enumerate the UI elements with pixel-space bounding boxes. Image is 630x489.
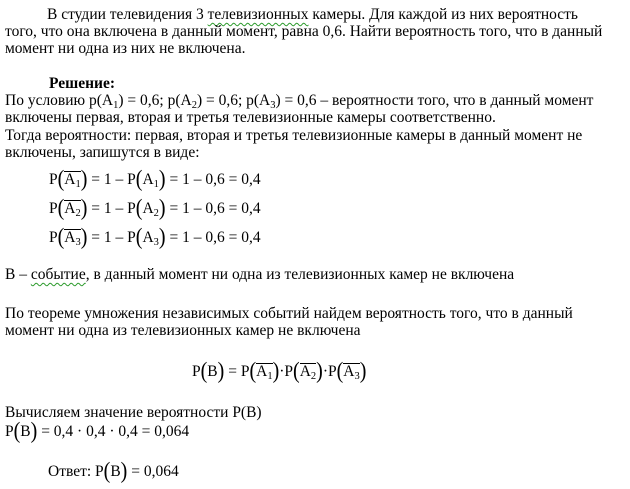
formula-complement-1: [49, 168, 261, 191]
subscript: 1: [267, 371, 273, 382]
subscript: 3: [153, 237, 159, 248]
text: A: [64, 229, 76, 246]
text: P: [49, 171, 58, 188]
answer-value: = 0,064: [131, 463, 179, 480]
text: = 0,4: [228, 200, 261, 217]
theorem-line-1: По теореме умножения независимых событий найдем вероятность того, что в данный: [5, 305, 573, 322]
calc-heading: Вычисляем значение вероятности P(B): [5, 404, 262, 421]
paren: (: [57, 224, 65, 250]
text: P: [95, 463, 104, 480]
event-definition: [5, 266, 514, 283]
paren: (: [200, 358, 208, 384]
text: P: [5, 423, 14, 440]
problem-line-2: того, что она включена в данный момент, равна 0,6. Найти вероятность того, что в данный: [5, 23, 603, 40]
theorem-line-2: момент ни одна из телевизионных камер не включена: [5, 322, 361, 339]
condition-line-2: включены первая, вторая и третья телевизионные камеры соответственно.: [5, 109, 496, 126]
text: ) = 0,6; p(A: [196, 92, 271, 109]
condition-line-1: [5, 92, 593, 109]
text: = 0,4 · 0,4 · 0,4: [41, 423, 138, 440]
paren: (: [103, 458, 111, 484]
text: P: [49, 200, 58, 217]
overline-event: [64, 171, 81, 190]
paren: ): [316, 358, 323, 384]
overline-event: [64, 229, 81, 248]
subscript: 1: [113, 100, 119, 111]
answer-label: Ответ:: [48, 463, 92, 480]
text: = 1 – 0,6: [169, 200, 225, 217]
text: B: [110, 463, 121, 480]
subscript: 3: [354, 371, 360, 382]
subscript: 3: [270, 100, 276, 111]
text: = 0,064: [141, 423, 190, 440]
paren: ): [272, 358, 280, 384]
paren: (: [249, 358, 257, 384]
subscript: 2: [153, 208, 159, 219]
text: В –: [5, 266, 31, 283]
overline-event: [299, 363, 317, 382]
subscript: 2: [191, 100, 197, 111]
problem-line-1: [47, 6, 578, 23]
paren: (: [57, 166, 65, 192]
subscript: 2: [75, 208, 81, 219]
paren: ): [217, 358, 225, 384]
paren: ): [120, 458, 128, 484]
text: A: [142, 171, 154, 188]
then-line-1: Тогда вероятности: первая, вторая и третья телевизионные камеры в данный момент не: [5, 127, 583, 144]
text: ·: [322, 363, 328, 380]
text: = 1 – P: [91, 200, 136, 217]
text: =: [228, 363, 237, 380]
formula-product: [192, 360, 366, 383]
paren: ): [80, 195, 88, 221]
paren: ): [158, 224, 166, 250]
answer: [48, 460, 179, 483]
text: P: [240, 363, 250, 380]
overline-event: [343, 363, 360, 382]
text: ) = 0,6 – вероятности того, что в данный момент: [275, 92, 594, 109]
text: A: [343, 363, 355, 380]
paren: ): [158, 166, 166, 192]
overline-event: [64, 200, 81, 219]
subscript: 3: [75, 237, 81, 248]
overline-event: [256, 363, 273, 382]
text: P: [328, 363, 337, 380]
text: По условию p(A: [5, 92, 114, 109]
solution-heading: Решение:: [49, 75, 116, 92]
paren: (: [135, 224, 143, 250]
paren: ): [359, 358, 367, 384]
problem-text: камеры. Для каждой из них вероятность: [308, 6, 579, 23]
text: = 1 – P: [91, 229, 136, 246]
paren: ): [80, 166, 88, 192]
subscript: 1: [153, 179, 159, 190]
formula-calc: [5, 420, 189, 443]
paren: ): [158, 195, 166, 221]
subscript: 1: [75, 179, 81, 190]
text: B: [20, 423, 31, 440]
problem-text: В студии телевидения 3: [47, 6, 208, 23]
text: = 1 – 0,6: [169, 229, 225, 246]
paren: (: [293, 358, 300, 384]
text: = 1 – 0,6: [169, 171, 225, 188]
text: P: [49, 229, 58, 246]
text: B: [207, 363, 218, 380]
paren: (: [135, 195, 143, 221]
text: P: [284, 363, 294, 380]
paren: (: [13, 418, 21, 444]
text: P: [192, 363, 201, 380]
paren: ): [30, 418, 38, 444]
then-line-2: включены, запишутся в виде:: [5, 144, 200, 161]
problem-line-3: момент ни одна из них не включена.: [5, 40, 246, 57]
subscript: 2: [310, 371, 317, 382]
spellcheck-word: событие: [30, 266, 86, 283]
text: A: [142, 200, 154, 217]
text: = 1 – P: [91, 171, 136, 188]
text: A: [142, 229, 154, 246]
formula-complement-2: [49, 197, 261, 220]
text: = 0,4: [228, 229, 261, 246]
paren: (: [336, 358, 344, 384]
paren: (: [57, 195, 65, 221]
spellcheck-word: телевизионных: [207, 6, 309, 23]
text: , в данный момент ни одна из телевизионных камер не включена: [85, 266, 515, 283]
paren: ): [80, 224, 88, 250]
text: ·: [279, 363, 285, 380]
text: ) = 0,6; p(A: [118, 92, 192, 109]
text: A: [64, 171, 76, 188]
text: A: [256, 363, 268, 380]
text: A: [299, 363, 311, 380]
text: = 0,4: [228, 171, 261, 188]
text: A: [64, 200, 76, 217]
formula-complement-3: [49, 226, 261, 249]
paren: (: [135, 166, 143, 192]
